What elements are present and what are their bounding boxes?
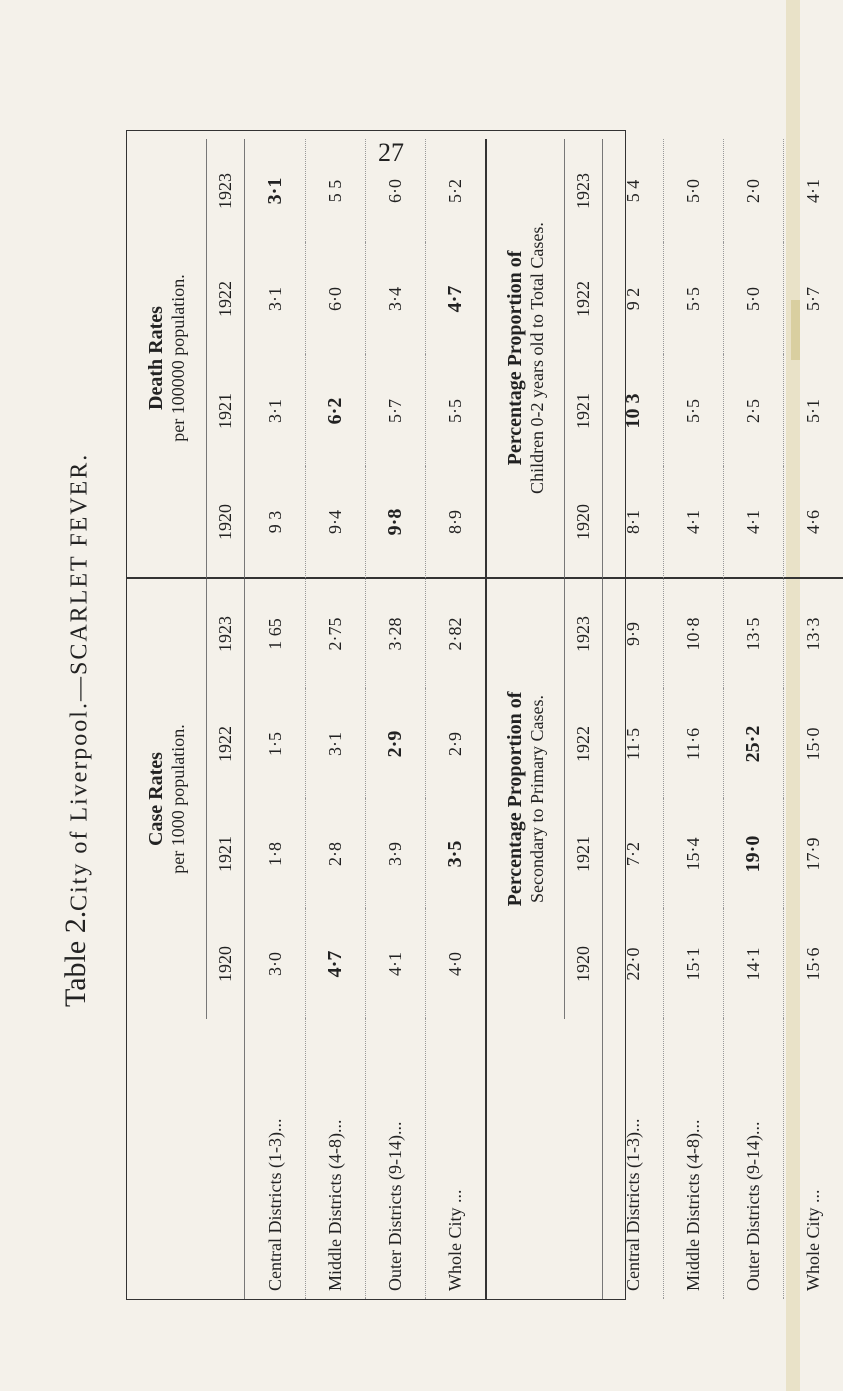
table-cell: 3·1 (305, 689, 365, 799)
table-cell: 2·82 (425, 579, 485, 689)
table-cell: 4·1 (723, 467, 783, 579)
table-cell: 4·1 (663, 467, 723, 579)
district-label: Central Districts (1-3)... (622, 1118, 643, 1291)
year-header: 1920 (565, 909, 603, 1019)
table-cell: 8·1 (603, 467, 663, 579)
table-cell: 1 65 (264, 618, 285, 650)
table-cell: 5·7 (365, 355, 425, 467)
table-cell: 5·5 (425, 355, 485, 467)
city-title: City of Liverpool.—SCARLET FEVER. (66, 452, 93, 912)
table-cell: 13·5 (723, 579, 783, 689)
table-grid (126, 130, 823, 1300)
rotated-table (126, 130, 823, 1300)
table-cell: 6·0 (365, 139, 425, 243)
section-header-children_0_2 (485, 139, 565, 579)
year-header: 1923 (207, 139, 245, 243)
table-cell: 3·9 (365, 799, 425, 909)
table-cell: 8·9 (425, 467, 485, 579)
table-cell: 2·9 (365, 689, 425, 799)
table-cell: 15·0 (783, 689, 843, 799)
year-header: 1923 (565, 579, 603, 689)
year-header: 1921 (565, 355, 603, 467)
table-cell: 7·2 (622, 842, 643, 866)
table-cell: 5·0 (723, 243, 783, 355)
table-cell: 14·1 (723, 909, 783, 1019)
table-cell: 3·0 (264, 952, 285, 976)
district-label: Outer Districts (9-14)... (365, 1019, 425, 1299)
table-cell: 22·0 (622, 947, 643, 981)
year-header: 1922 (207, 243, 245, 355)
table-cell: 11·6 (663, 689, 723, 799)
table-cell: 15·1 (663, 909, 723, 1019)
table-cell: 4·7 (305, 909, 365, 1019)
year-header: 1920 (565, 467, 603, 579)
table-cell: 6·2 (305, 355, 365, 467)
table-cell: 5·2 (425, 139, 485, 243)
table-cell: 9·8 (365, 467, 425, 579)
section-title: Death Rates (144, 306, 167, 410)
table-cell: 9 3 (245, 467, 305, 579)
table-cell: 4·6 (783, 467, 843, 579)
section-subtitle: Secondary to Primary Cases. (526, 695, 547, 903)
section-header-death_rates (127, 139, 207, 579)
table-cell: 15·6 (783, 909, 843, 1019)
table-cell: 2·5 (723, 355, 783, 467)
table-cell: 11·5 (622, 727, 643, 761)
table-cell: 5 5 (305, 139, 365, 243)
table-cell: 9·4 (305, 467, 365, 579)
district-label: Whole City ... (783, 1019, 843, 1299)
section-header-secondary (485, 579, 565, 1019)
table-cell: 5·7 (783, 243, 843, 355)
year-header: 1921 (207, 355, 245, 467)
table-cell: 9·9 (622, 622, 643, 646)
year-header: 1922 (565, 243, 603, 355)
year-header: 1922 (565, 689, 603, 799)
district-label: Middle Districts (4-8)... (305, 1019, 365, 1299)
table-cell: 3·4 (365, 243, 425, 355)
table-cell: 25·2 (723, 689, 783, 799)
table-cell: 3·5 (425, 799, 485, 909)
section-title: Percentage Proportion of (503, 250, 526, 466)
table-cell: 3·1 (264, 287, 285, 311)
table-cell: 4·7 (425, 243, 485, 355)
section-title: Case Rates (144, 752, 167, 846)
table-cell: 9 2 (622, 287, 643, 311)
table-cell: 4·1 (365, 909, 425, 1019)
year-header: 1921 (207, 799, 245, 909)
table-label: Table 2. (59, 911, 92, 1008)
table-cell: 19·0 (723, 799, 783, 909)
table-cell: 4·0 (425, 909, 485, 1019)
blank-label-header (485, 1019, 603, 1299)
table-cell: 2·75 (305, 579, 365, 689)
section-title: Percentage Proportion of (503, 691, 526, 907)
year-header: 1922 (207, 689, 245, 799)
year-header: 1920 (207, 467, 245, 579)
district-label: Middle Districts (4-8)... (663, 1019, 723, 1299)
table-cell: 5·1 (783, 355, 843, 467)
table-cell: 10·8 (663, 579, 723, 689)
table-title (40, 290, 120, 1170)
year-header: 1921 (565, 799, 603, 909)
table-cell: 4·1 (783, 139, 843, 243)
table-cell: 2·9 (425, 689, 485, 799)
district-label: Outer Districts (9-14)... (723, 1019, 783, 1299)
table-cell: 5 4 (622, 179, 643, 203)
table-cell: 10 3 (621, 393, 644, 429)
table-cell: 5·0 (663, 139, 723, 243)
year-header: 1920 (207, 909, 245, 1019)
section-header-case_rates (127, 579, 207, 1019)
table-cell: 5·5 (663, 243, 723, 355)
table-cell: 5·5 (663, 355, 723, 467)
table-cell: 1·5 (264, 732, 285, 756)
table-cell: 3·1 (264, 399, 285, 423)
table-cell: 3·28 (365, 579, 425, 689)
table-cell: 13·3 (783, 579, 843, 689)
section-subtitle: Children 0-2 years old to Total Cases. (526, 222, 547, 494)
year-header: 1923 (207, 579, 245, 689)
table-cell: 2·8 (305, 799, 365, 909)
section-subtitle: per 1000 population. (167, 724, 188, 874)
table-cell: 3·1 (263, 177, 286, 205)
table-cell: 17·9 (783, 799, 843, 909)
table-cell: 2·0 (723, 139, 783, 243)
section-subtitle: per 100000 population. (167, 274, 188, 442)
table-cell: 15·4 (663, 799, 723, 909)
table-cell: 6·0 (305, 243, 365, 355)
page-number: 27 (378, 138, 404, 167)
table-cell: 1·8 (264, 842, 285, 866)
blank-label-header (127, 1019, 245, 1299)
district-label: Central Districts (1-3)... (264, 1118, 285, 1291)
district-label: Whole City ... (425, 1019, 485, 1299)
year-header: 1923 (565, 139, 603, 243)
